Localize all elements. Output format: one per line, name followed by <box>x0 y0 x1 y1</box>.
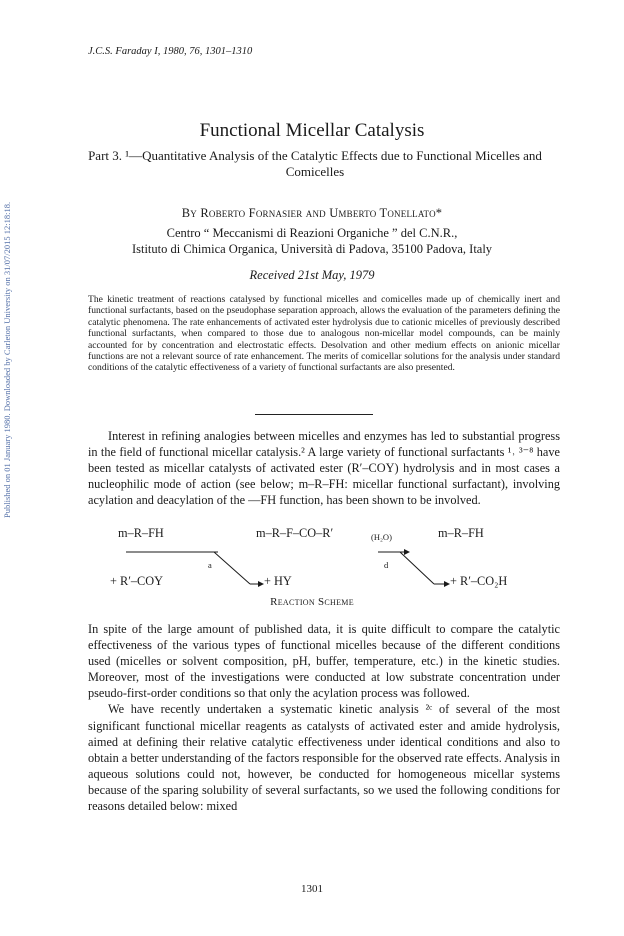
scheme-label-a: a <box>208 560 212 570</box>
body-paragraphs <box>88 621 560 814</box>
scheme-intermediate: m–R–F–CO–R′ <box>256 526 334 540</box>
author-line: By Roberto Fornasier and Umberto Tonellato* <box>181 206 443 220</box>
scheme-label-d: d <box>384 560 389 570</box>
section-divider <box>255 414 373 415</box>
scheme-product-2: + R′–CO₂H <box>450 574 508 588</box>
received-date: Received 21st May, 1979 <box>249 268 375 282</box>
scheme-water: (H₂O) <box>371 532 392 542</box>
paragraph-3: We have recently undertaken a systematic kinetic analysis ²ᶜ of several of the most significant functional micellar reagents as catalysts of activated ester and amide hydrolysis, aimed at defining their relative catalytic effectiveness under identical conditions and also to obtain a better understanding of the factors responsible for the observed rate effects. Analysis in aqueous solutions could not, however, be conducted for homogeneous micellar systems because of the sparing solubility of several surfactants, so we used the following conditions for reasons detailed below: mixed <box>88 702 560 814</box>
affiliation-line-1: Centro “ Meccanismi di Reazioni Organiche ” del C.N.R., <box>166 226 458 240</box>
scheme-reactant-2: + R′–COY <box>110 574 164 588</box>
journal-citation: J.C.S. Faraday I, 1980, 76, 1301–1310 <box>88 46 253 57</box>
affiliation <box>0 225 624 257</box>
download-notice: Published on 01 January 1980. Downloaded by Carleton University on 31/07/2015 12:18:18. <box>2 201 12 519</box>
paragraph-2: In spite of the large amount of published data, it is quite difficult to compare the catalytic effectiveness of the various types of functional micelles because of the different conditions used (micelles or solvent composition, pH, buffer, temperature, etc.) in the kinetic studies. Moreover, most of the investigations were conducted at low substrate concentration under pseudo-first-order conditions so that only the acylation process was followed. <box>88 622 560 701</box>
scheme-byproduct-1: + HY <box>264 574 292 588</box>
affiliation-line-2: Istituto di Chimica Organica, Università di Padova, 35100 Padova, Italy <box>131 242 493 256</box>
scheme-caption: Reaction Scheme <box>270 596 354 608</box>
scheme-reactant-1: m–R–FH <box>118 526 164 540</box>
intro-paragraph: Interest in refining analogies between micelles and enzymes has led to substantial progress in the field of functional micellar catalysis.² A large variety of functional surfactants ¹˒ ³⁻⁸ have been tested as micellar catalysts of activated ester (R′–COY) hydrolysis and in most cases a nucleophilic mode of action (see below; m–R–FH: micellar functional surfactant), involving acylation and deacylation of the —FH function, has been shown to be involved. <box>88 429 560 508</box>
scheme-product-1: m–R–FH <box>438 526 484 540</box>
paper-subtitle: Part 3. ¹—Quantitative Analysis of the Catalytic Effects due to Functional Micelles and Comicelles <box>88 148 542 179</box>
paper-title: Functional Micellar Catalysis <box>199 120 425 141</box>
page-number: 1301 <box>301 883 323 895</box>
abstract: The kinetic treatment of reactions catalysed by functional micelles and comicelles made up of chemically inert and functional surfactants, based on the pseudophase separation approach, allows the evaluation of the parameters defining the catalytic phenomena. The rate enhancements of activated ester hydrolysis due to cationic micelles of previously described functional surfactants, when compared to those due to analogous non-micellar model compounds, can be mainly accounted for by concentration and electrostatic effects. Desolvation and other medium effects on anionic micellar functions are not a relevant source of rate enhancement. The merits of comicellar solutions for the analysis under standard conditions of the catalytic effectiveness of a variety of functional surfactants are also presented. <box>88 294 560 374</box>
